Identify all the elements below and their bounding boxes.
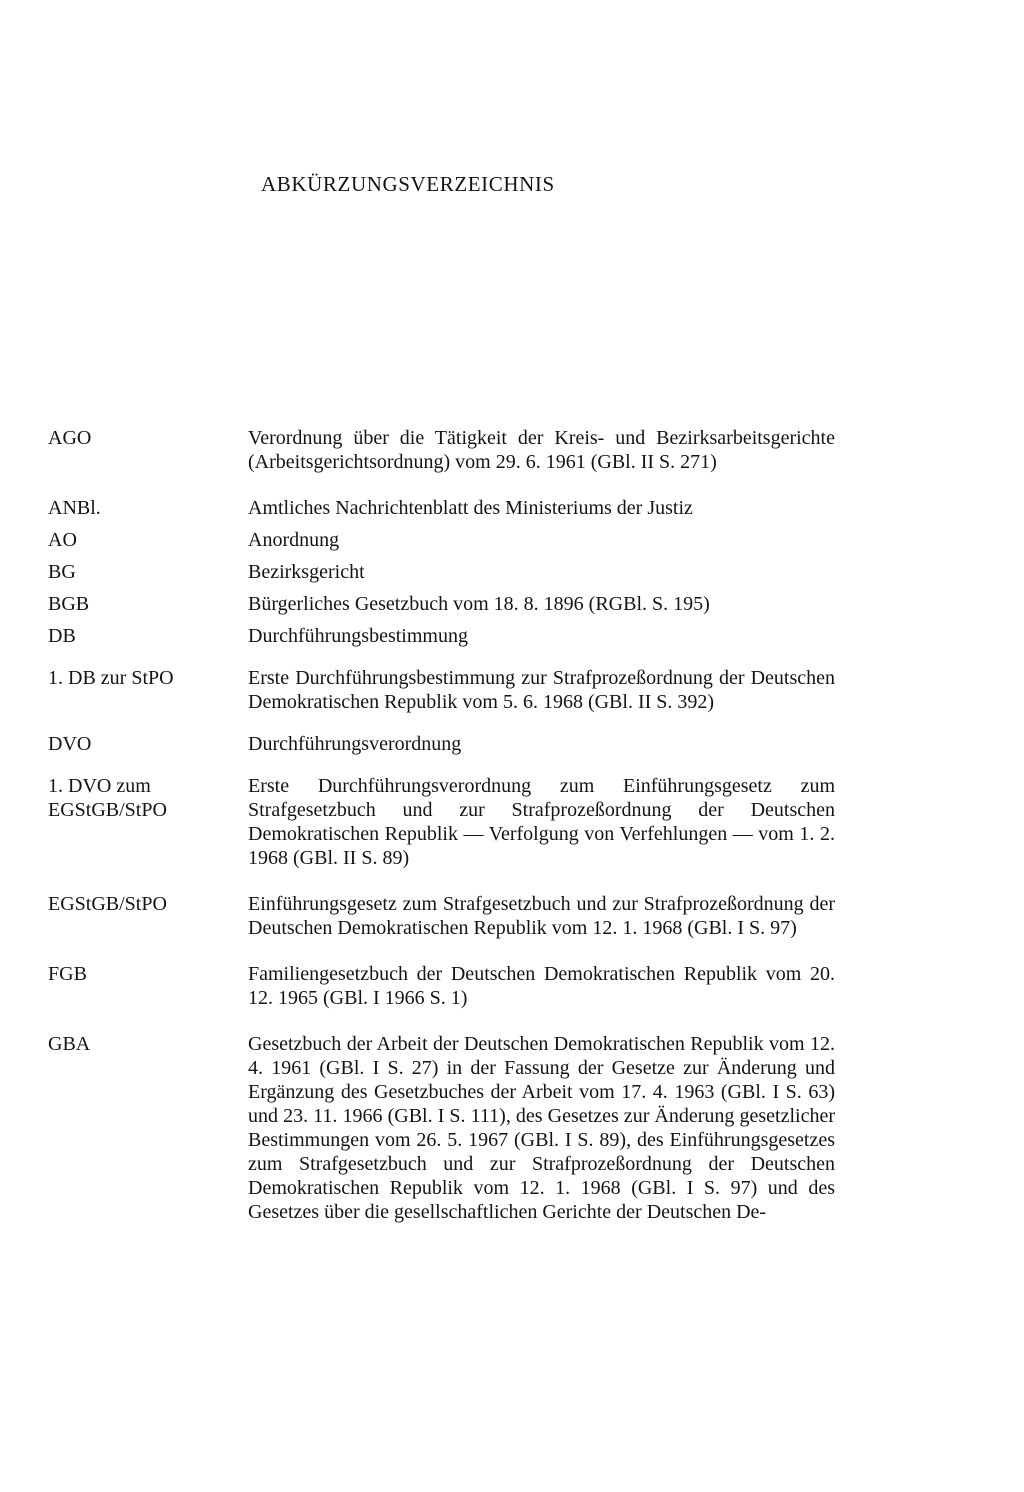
abbreviation-term: DVO — [48, 733, 92, 755]
abbreviation-term: AO — [48, 529, 77, 551]
list-item — [48, 892, 848, 940]
abbreviation-term: BG — [48, 561, 76, 583]
abbreviation-term: FGB — [48, 963, 87, 985]
abbreviation-term: ANBl. — [48, 497, 101, 519]
list-item — [48, 774, 848, 870]
abbreviation-definition: Familiengesetzbuch der Deutschen Demokratischen Republik vom 20. 12. 1965 (GBl. I 1966 S. 1) — [248, 963, 835, 1009]
abbreviation-term: 1. DVO zum EGStGB/StPO — [48, 775, 167, 821]
list-item — [48, 496, 848, 520]
abbreviation-definition: Amtliches Nachrichtenblatt des Ministeriums der Justiz — [248, 497, 693, 519]
abbreviation-term: DB — [48, 625, 76, 647]
abbreviation-definition: Erste Durchführungsbestimmung zur Strafprozeßordnung der Deutschen Demokratischen Republik vom 5. 6. 1968 (GBl. II S. 392) — [248, 667, 835, 713]
abbreviation-term: BGB — [48, 593, 90, 615]
abbreviation-term: GBA — [48, 1033, 91, 1055]
list-item — [48, 592, 848, 616]
list-item — [48, 732, 848, 756]
list-item — [48, 624, 848, 648]
abbreviation-definition: Bezirksgericht — [248, 561, 365, 583]
abbreviation-definition: Einführungsgesetz zum Strafgesetzbuch und zur Strafprozeßordnung der Deutschen Demokratischen Republik vom 12. 1. 1968 (GBl. I S. 97) — [248, 893, 835, 939]
abbreviation-term: AGO — [48, 427, 92, 449]
page-title: ABKÜRZUNGSVERZEICHNIS — [261, 172, 555, 196]
abbreviation-list — [48, 426, 848, 1224]
abbreviation-definition: Anordnung — [248, 529, 340, 551]
abbreviation-definition: Bürgerliches Gesetzbuch vom 18. 8. 1896 (RGBl. S. 195) — [248, 593, 710, 615]
abbreviation-term: EGStGB/StPO — [48, 893, 167, 915]
list-item — [48, 528, 848, 552]
list-item — [48, 666, 848, 714]
abbreviation-definition: Erste Durchführungsverordnung zum Einführungsgesetz zum Strafgesetzbuch und zur Strafprozeßordnung der Deutschen Demokratischen Republik — Verfolgung von Verfehlungen — vom 1. 2. 1968 (GBl. II S. 89) — [248, 775, 835, 869]
abbreviation-definition: Durchführungsverordnung — [248, 733, 462, 755]
abbreviation-term: 1. DB zur StPO — [48, 667, 174, 689]
abbreviation-definition: Gesetzbuch der Arbeit der Deutschen Demokratischen Republik vom 12. 4. 1961 (GBl. I S. 27) in der Fassung der Gesetze zur Änderung und Ergänzung des Gesetzbuches der Arbeit vom 17. 4. 1963 (GBl. I S. 63) und 23. 11. 1966 (GBl. I S. 111), des Gesetzes zur Änderung gesetzlicher Bestimmungen vom 26. 5. 1967 (GBl. I S. 89), des Einführungsgesetzes zum Strafgesetzbuch und zur Strafprozeßordnung der Deutschen Demokratischen Republik vom 12. 1. 1968 (GBl. I S. 97) und des Gesetzes über die gesellschaftlichen Gerichte der Deutschen De- — [248, 1033, 835, 1223]
list-item — [48, 426, 848, 474]
list-item — [48, 1032, 848, 1224]
abbreviation-definition: Durchführungsbestimmung — [248, 625, 468, 647]
list-item — [48, 560, 848, 584]
abbreviation-definition: Verordnung über die Tätigkeit der Kreis- und Bezirksarbeitsgerichte (Arbeitsgerichtsordnung) vom 29. 6. 1961 (GBl. II S. 271) — [248, 427, 835, 473]
list-item — [48, 962, 848, 1010]
